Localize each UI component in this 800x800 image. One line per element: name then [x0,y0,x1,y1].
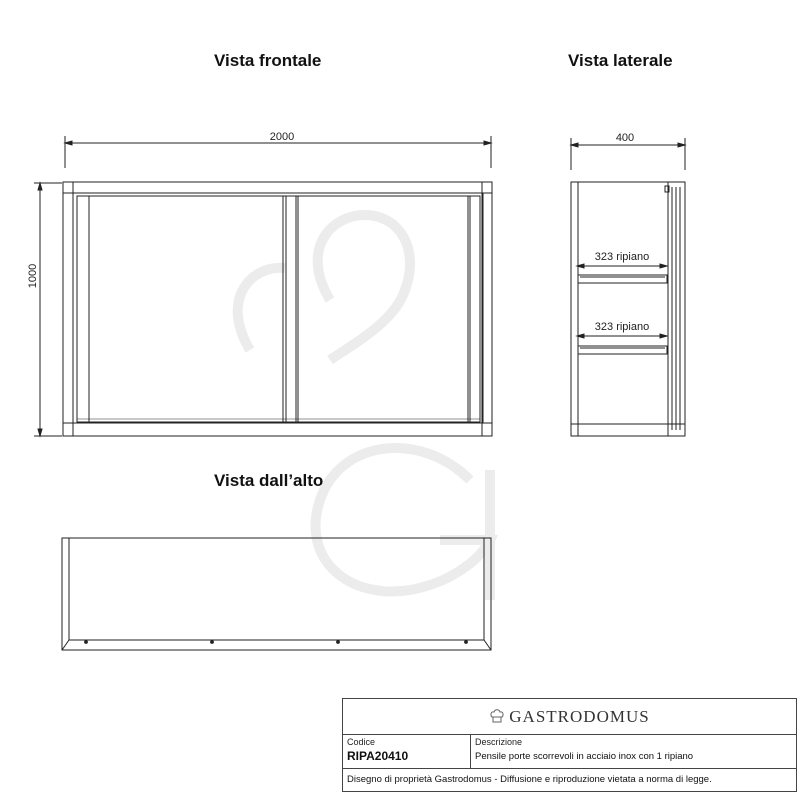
lower-shelf-label: 323 ripiano [594,321,650,333]
description-label: Descrizione [475,737,523,747]
front-height-label: 1000 [27,263,39,289]
side-depth-label: 400 [615,132,635,144]
front-view-title: Vista frontale [214,51,322,70]
brand-name: GASTRODOMUS [509,706,650,726]
copyright-footer: Disegno di proprietà Gastrodomus - Diffusione e riproduzione vietata a norma di legge. [347,774,712,785]
code-value: RIPA20410 [347,749,409,763]
side-view-title: Vista laterale [568,51,673,70]
upper-shelf [578,275,667,283]
chef-hat-icon [489,708,505,726]
right-door [286,196,480,422]
cabinet-outline [63,182,492,436]
description-value: Pensile porte scorrevoli in acciaio inox con 1 ripiano [475,751,694,762]
top-outline [62,538,491,650]
left-door [77,196,286,422]
code-label: Codice [347,737,376,747]
side-view [571,138,685,436]
code-cell [343,735,471,768]
brand-row [343,699,796,735]
top-view [62,538,491,650]
watermark-logo [238,215,490,600]
front-width-label: 2000 [269,131,295,143]
top-view-title: Vista dall’alto [214,471,324,490]
description-cell [471,735,796,768]
upper-shelf-label: 323 ripiano [594,251,650,263]
title-block [342,698,797,792]
front-view [34,136,492,436]
info-row [343,735,796,769]
lower-shelf [578,346,667,354]
